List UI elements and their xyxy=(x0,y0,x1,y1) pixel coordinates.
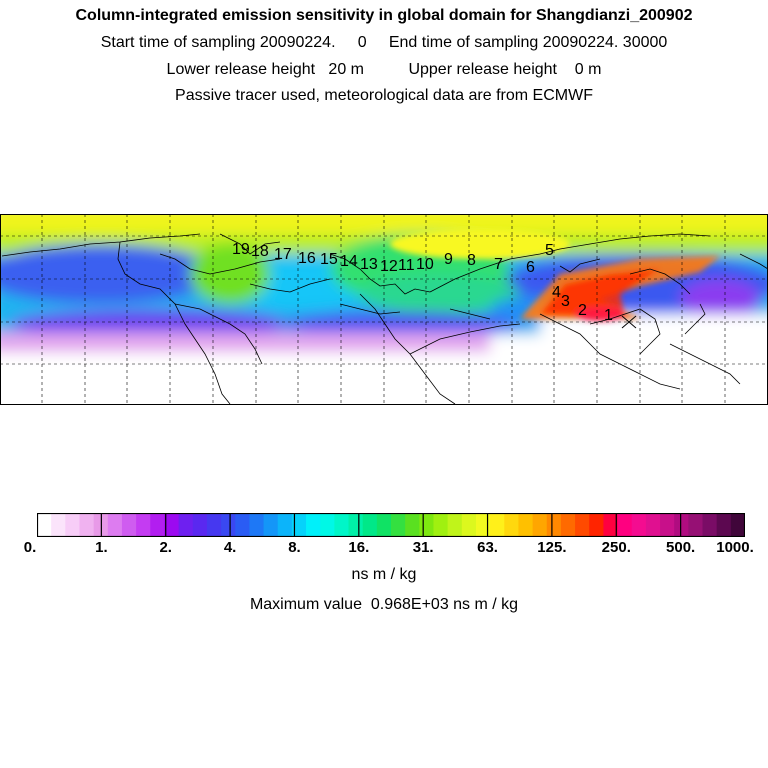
colorbar-cell xyxy=(235,513,250,537)
colorbar-tick-label: 0. xyxy=(23,539,37,556)
colorbar-cell xyxy=(674,513,689,537)
colorbar-cell xyxy=(476,513,491,537)
trajectory-label: 19 xyxy=(232,241,250,258)
trajectory-label: 16 xyxy=(298,250,316,267)
plot-title: Column-integrated emission sensitivity in global domain for Shangdianzi_200902 xyxy=(75,7,693,24)
colorbar-cell xyxy=(688,513,703,537)
colorbar-cell xyxy=(264,513,279,537)
colorbar-cell xyxy=(51,513,66,537)
colorbar-cell xyxy=(278,513,293,537)
colorbar-tick-label: 1000. xyxy=(716,539,754,556)
maximum-value-text: Maximum value 0.968E+03 ns m / kg xyxy=(249,596,519,613)
colorbar-cell xyxy=(703,513,718,537)
colorbar-cell xyxy=(660,513,675,537)
colorbar-cell xyxy=(391,513,406,537)
colorbar-cell xyxy=(589,513,604,537)
colorbar-cell xyxy=(575,513,590,537)
colorbar-cell xyxy=(122,513,137,537)
colorbar-cell xyxy=(717,513,732,537)
colorbar-cell xyxy=(504,513,519,537)
colorbar-cell xyxy=(179,513,194,537)
trajectory-label: 2 xyxy=(578,302,587,319)
colorbar-tick-label: 16. xyxy=(348,539,370,556)
colorbar-cell xyxy=(108,513,123,537)
trajectory-label: 5 xyxy=(545,242,554,259)
tracer-info-line: Passive tracer used, meteorological data are from ECMWF xyxy=(175,87,593,104)
colorbar-cell xyxy=(646,513,661,537)
trajectory-label: 9 xyxy=(444,251,453,268)
trajectory-label: 6 xyxy=(526,259,535,276)
colorbar-cell xyxy=(618,513,633,537)
trajectory-label: 3 xyxy=(561,293,570,310)
trajectory-label: 4 xyxy=(552,284,561,301)
colorbar-cells xyxy=(37,513,745,537)
colorbar-tick-label: 8. xyxy=(288,539,301,556)
colorbar-cell xyxy=(306,513,321,537)
colorbar-tick-label: 125. xyxy=(537,539,567,556)
colorbar-cell xyxy=(79,513,94,537)
colorbar-tick-label: 500. xyxy=(666,539,696,556)
colorbar-cell xyxy=(419,513,434,537)
colorbar-tick-label: 2. xyxy=(159,539,172,556)
colorbar-cell xyxy=(207,513,222,537)
colorbar-tick-label: 4. xyxy=(223,539,237,556)
colorbar-cell xyxy=(405,513,420,537)
sensitivity-map xyxy=(0,214,768,405)
colorbar-cell xyxy=(561,513,576,537)
colorbar-cell xyxy=(377,513,392,537)
colorbar-cell xyxy=(547,513,562,537)
colorbar-cell xyxy=(193,513,208,537)
trajectory-label: 17 xyxy=(274,246,292,263)
trajectory-label: 1 xyxy=(604,307,613,324)
trajectory-label: 13 xyxy=(360,256,378,273)
trajectory-label: 14 xyxy=(340,253,358,270)
colorbar-cell xyxy=(320,513,335,537)
colorbar-cell xyxy=(349,513,364,537)
colorbar-cell xyxy=(150,513,165,537)
colorbar-cell xyxy=(334,513,349,537)
colorbar-tick-label: 63. xyxy=(477,539,498,556)
colorbar-cell xyxy=(462,513,477,537)
colorbar-cell xyxy=(37,513,52,537)
colorbar-tick-label: 1. xyxy=(95,539,108,556)
colorbar-cell xyxy=(632,513,647,537)
colorbar xyxy=(37,513,745,537)
trajectory-label: 11 xyxy=(398,257,415,274)
trajectory-label: 7 xyxy=(494,256,503,273)
colorbar-cell xyxy=(731,513,745,537)
trajectory-label: 10 xyxy=(416,256,434,273)
colorbar-cell xyxy=(221,513,236,537)
trajectory-label: 18 xyxy=(251,243,269,260)
colorbar-unit: ns m / kg xyxy=(351,566,417,583)
sampling-time-line: Start time of sampling 20090224. 0 End time of sampling 20090224. 30000 xyxy=(100,34,668,51)
colorbar-cell xyxy=(136,513,151,537)
colorbar-tick-label: 31. xyxy=(412,539,434,556)
release-height-line: Lower release height 20 m Upper release height 0 m xyxy=(166,61,602,78)
colorbar-cell xyxy=(65,513,80,537)
colorbar-cell xyxy=(363,513,378,537)
colorbar-cell xyxy=(533,513,548,537)
colorbar-cell xyxy=(448,513,463,537)
trajectory-label: 12 xyxy=(380,258,398,275)
colorbar-cell xyxy=(249,513,264,537)
colorbar-cell xyxy=(433,513,448,537)
trajectory-label: 15 xyxy=(320,251,338,268)
colorbar-tick-label: 250. xyxy=(601,539,631,556)
trajectory-label: 8 xyxy=(467,252,476,269)
colorbar-cell xyxy=(164,513,179,537)
colorbar-cell xyxy=(518,513,533,537)
colorbar-cell xyxy=(490,513,505,537)
